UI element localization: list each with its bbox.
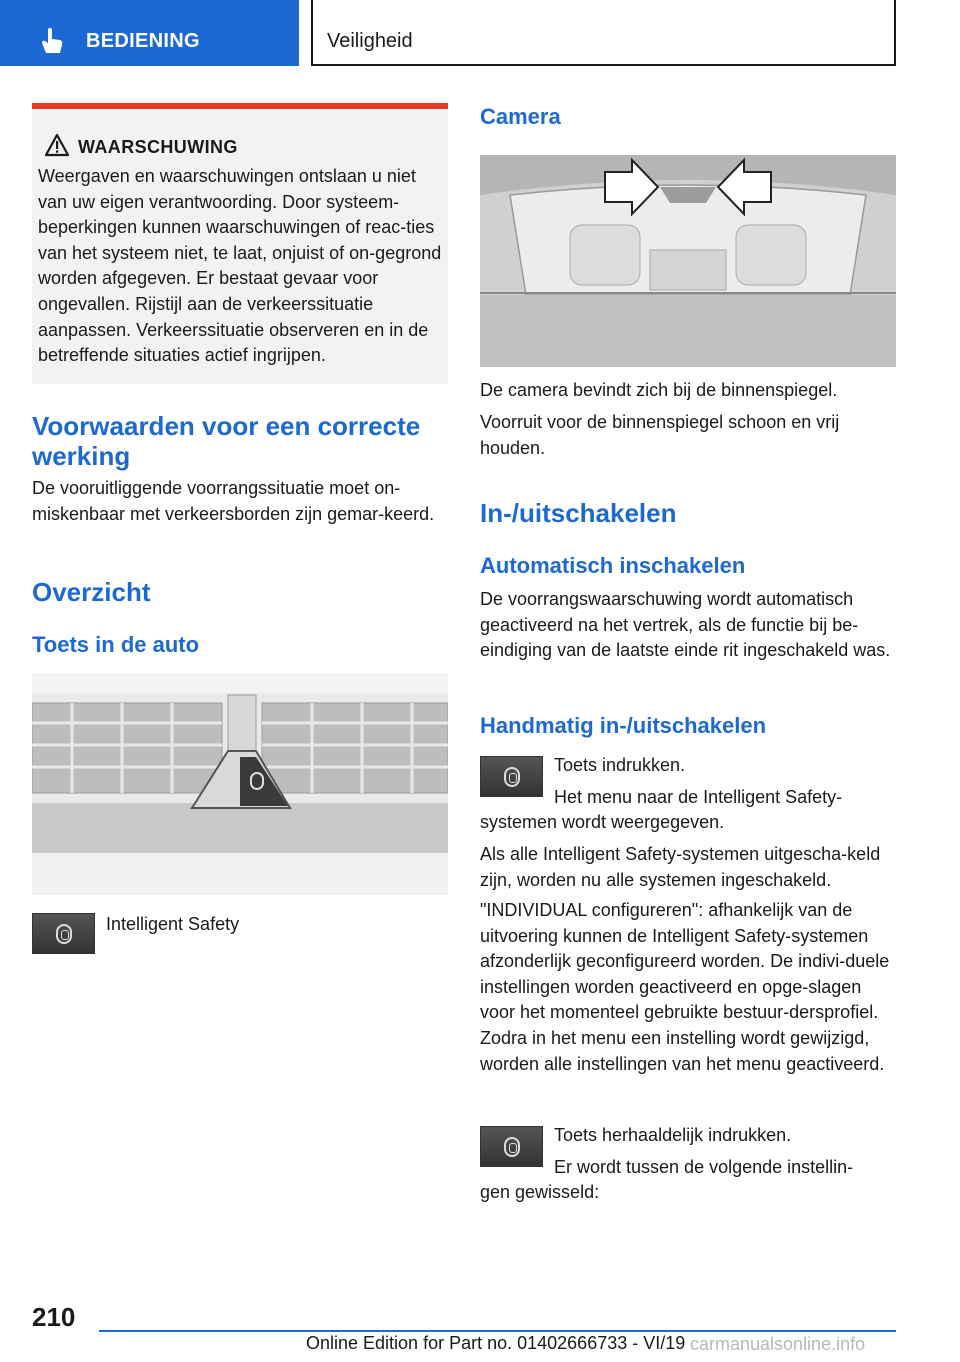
text-camera-1: De camera bevindt zich bij de binnenspiegel. — [480, 380, 838, 400]
text-alle-systemen: Als alle Intelligent Safety-systemen uitgescha-keld zijn, worden nu alle systemen ingeschakeld. — [480, 844, 881, 890]
text-automatisch: De voorrangswaarschuwing wordt automatisch geactiveerd na het vertrek, als de functie bij be-eindiging van de laatste einde rit ingeschakeld was. — [480, 589, 891, 661]
text-toets-indrukken: Toets indrukken. — [554, 755, 686, 775]
chapter-title: Veiligheid — [327, 30, 413, 52]
chapter-box — [311, 0, 896, 66]
warning-body: Weergaven en waarschuwingen ontslaan u niet van uw eigen verantwoording. Door systeem-beperkingen kunnen waarschuwingen of reac-ties van het systeem niet, te laat, onjuist of on-gegrond worden afgegeven. Er bestaat gevaar voor ongevallen. Rijstijl aan de verkeerssituatie aanpassen. Verkeerssituatie observeren en in de betreffende situaties actief ingrijpen. — [38, 166, 442, 366]
text-gewisseld-2: gen gewisseld: — [480, 1182, 600, 1202]
text-menu-2: systemen wordt weergegeven. — [480, 812, 725, 832]
text-individual: "INDIVIDUAL configureren": afhankelijk van de uitvoering kunnen de Intelligent Safety-systemen afzonderlijk geconfigureerd worden. De indivi-duele instellingen worden geactiveerd en opge-slagen voor het momenteel gebruikte bestuur-dersprofiel. Zodra in het menu een instelling wordt gewijzigd, worden alle instellingen van het menu geactiveerd. — [480, 900, 890, 1074]
heading-voorwaarden: Voorwaarden voor een correcte werking — [32, 411, 421, 471]
section-tab — [0, 0, 299, 66]
text-camera-2: Voorruit voor de binnenspiegel schoon en vrij houden. — [480, 412, 840, 458]
camera-photo — [480, 155, 896, 367]
pointing-hand-icon — [40, 27, 64, 55]
watermark: carmanualsonline.info — [690, 1334, 866, 1354]
text-voorwaarden: De vooruitliggende voorrangssituatie moet on-miskenbaar met verkeersborden zijn gemar-keerd. — [32, 478, 435, 524]
text-menu-1: Het menu naar de Intelligent Safety- — [554, 787, 843, 807]
heading-overzicht: Overzicht — [32, 577, 151, 607]
footer-rule — [99, 1330, 896, 1332]
intelligent-safety-button-icon — [32, 913, 95, 954]
footer-edition: Online Edition for Part no. 01402666733 - VI/19 — [306, 1333, 686, 1353]
heading-handmatig: Handmatig in-/uitschakelen — [480, 713, 767, 738]
heading-camera: Camera — [480, 104, 561, 129]
heading-in-uitschakelen: In-/uitschakelen — [480, 498, 677, 528]
page-number: 210 — [32, 1302, 76, 1332]
text-gewisseld-1: Er wordt tussen de volgende instellin- — [554, 1157, 854, 1177]
heading-automatisch: Automatisch inschakelen — [480, 553, 746, 578]
button-photo — [32, 673, 448, 895]
icon-label-intelligent-safety: Intelligent Safety — [106, 914, 240, 934]
warning-triangle-icon — [44, 133, 70, 157]
text-toets-herhaaldelijk: Toets herhaaldelijk indrukken. — [554, 1125, 792, 1145]
intelligent-safety-button-icon-3 — [480, 1126, 543, 1167]
intelligent-safety-button-icon-2 — [480, 756, 543, 797]
warning-box — [32, 103, 448, 384]
section-title: BEDIENING — [86, 30, 200, 52]
heading-toets: Toets in de auto — [32, 632, 200, 657]
warning-title: WAARSCHUWING — [78, 137, 238, 157]
